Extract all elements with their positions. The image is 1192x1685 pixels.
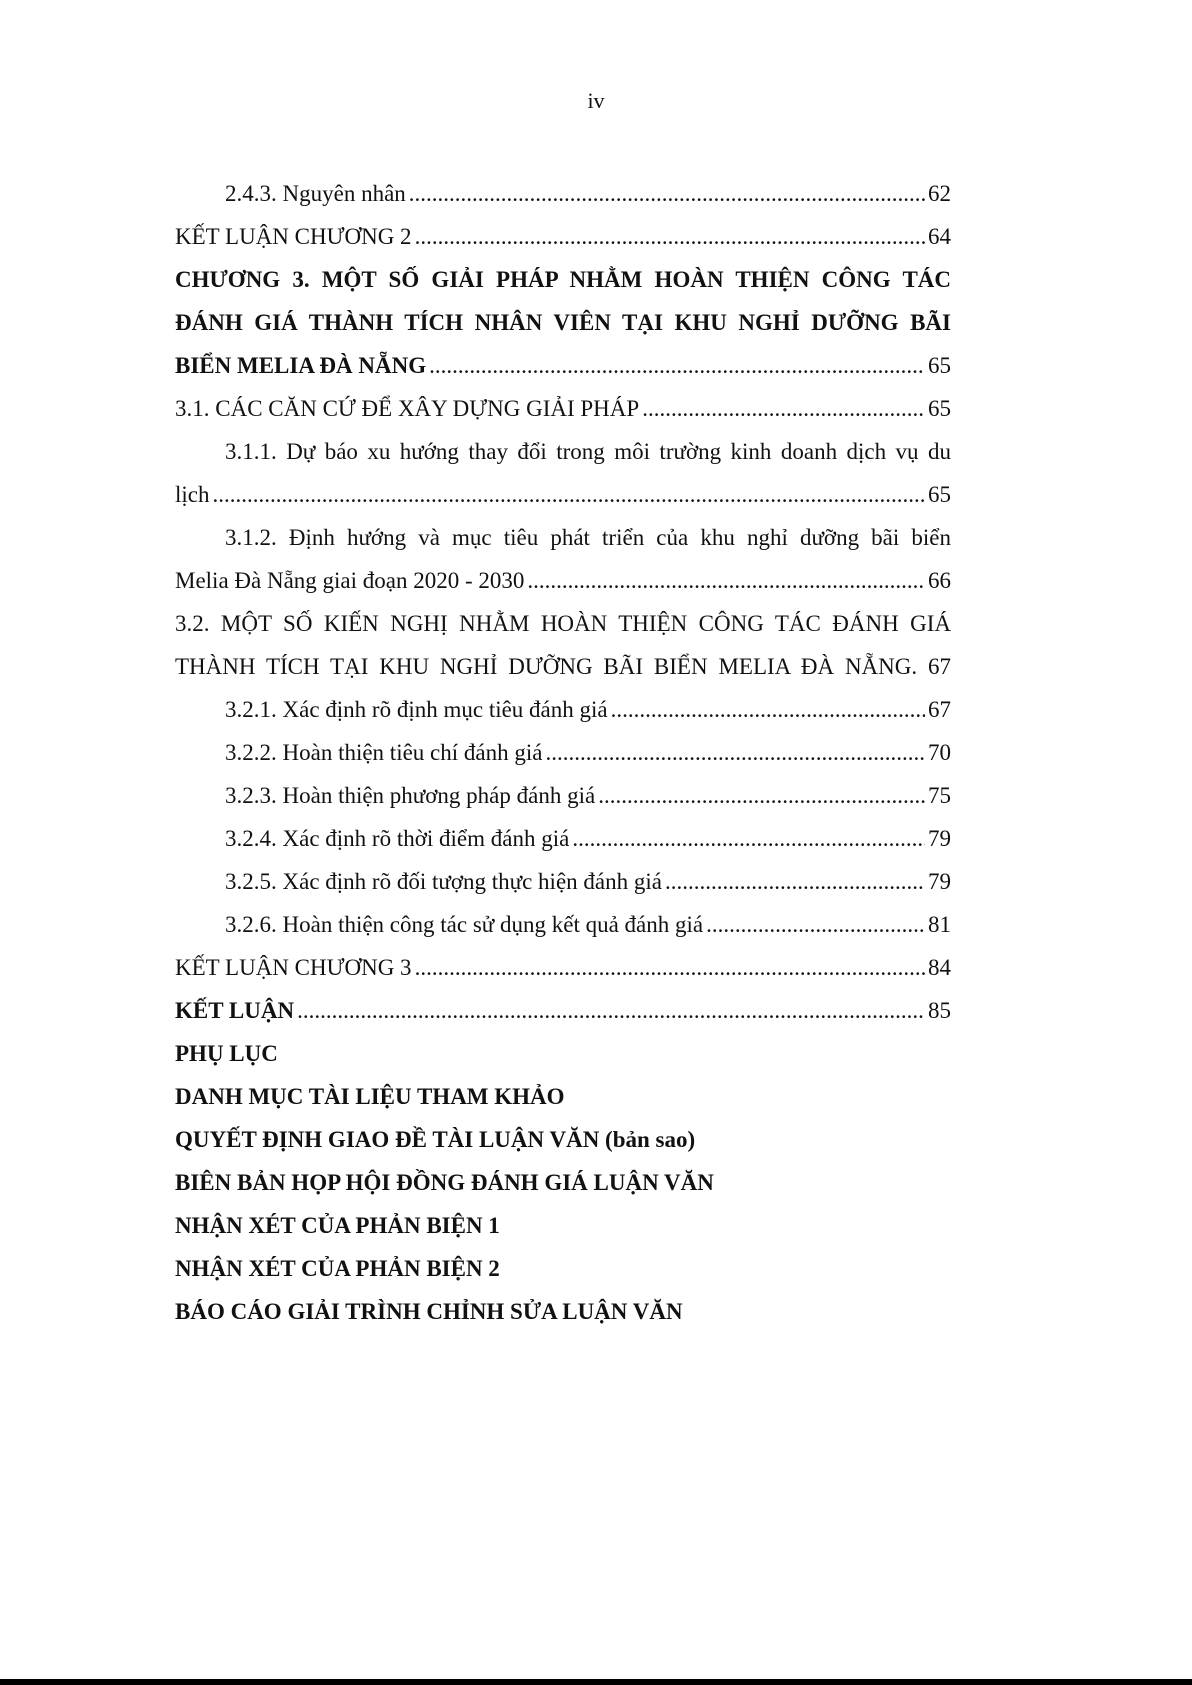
toc-entry-ket-luan-chuong-2[interactable] <box>175 215 951 258</box>
toc-entry-3-2-2[interactable] <box>175 731 951 774</box>
toc-entry-title: THÀNH TÍCH TẠI KHU NGHỈ DƯỠNG BÃI BIỂN MELIA ĐÀ NẴNG. 67 <box>175 654 951 679</box>
toc-entry-3-2-5[interactable] <box>175 860 951 903</box>
toc-entry-3-1-2-line-1[interactable] <box>175 516 951 559</box>
toc-entry-page: 75 <box>928 783 951 808</box>
toc-entry-title: Melia Đà Nẵng giai đoạn 2020 - 2030 <box>175 568 525 593</box>
toc-entry-bao-cao-giai-trinh[interactable] <box>175 1290 951 1333</box>
toc-entry-3-1-1-line-1[interactable] <box>175 430 951 473</box>
toc-entry-3-2-line-2[interactable] <box>175 645 951 688</box>
toc-entry-page: 65 <box>928 482 951 507</box>
toc-entry-title: 3.2.1. Xác định rõ định mục tiêu đánh giá <box>225 697 608 722</box>
toc-entry-3-1[interactable] <box>175 387 951 430</box>
toc-leader-dots <box>429 344 925 387</box>
toc-entry-ket-luan-chuong-3[interactable] <box>175 946 951 989</box>
toc-entry-title: CHƯƠNG 3. MỘT SỐ GIẢI PHÁP NHẰM HOÀN THIỆN CÔNG TÁC <box>175 267 951 292</box>
toc-entry-title: DANH MỤC TÀI LIỆU THAM KHẢO <box>175 1084 565 1109</box>
toc-entry-title: ĐÁNH GIÁ THÀNH TÍCH NHÂN VIÊN TẠI KHU NGHỈ DƯỠNG BÃI <box>175 310 951 335</box>
toc-leader-dots <box>415 215 925 258</box>
toc-entry-page: 67 <box>928 697 951 722</box>
toc-leader-dots <box>527 559 925 602</box>
toc-leader-dots <box>665 860 925 903</box>
toc-entry-3-2-1[interactable] <box>175 688 951 731</box>
toc-entry-title: 3.1.1. Dự báo xu hướng thay đổi trong môi trường kinh doanh dịch vụ du <box>225 439 951 464</box>
toc-entry-title: QUYẾT ĐỊNH GIAO ĐỀ TÀI LUẬN VĂN (bản sao) <box>175 1127 696 1152</box>
toc-leader-dots <box>213 473 926 516</box>
toc-leader-dots <box>611 688 925 731</box>
toc-entry-title: 3.1.2. Định hướng và mục tiêu phát triển của khu nghỉ dưỡng bãi biển <box>225 525 951 550</box>
toc-entry-title: 3.2.5. Xác định rõ đối tượng thực hiện đánh giá <box>225 869 662 894</box>
toc-leader-dots <box>642 387 925 430</box>
toc-entry-3-2-4[interactable] <box>175 817 951 860</box>
toc-entry-3-1-2-line-2[interactable] <box>175 559 951 602</box>
toc-entry-title: NHẬN XÉT CỦA PHẢN BIỆN 1 <box>175 1213 500 1238</box>
toc-entry-nhan-xet-phan-bien-2[interactable] <box>175 1247 951 1290</box>
toc-entry-page: 62 <box>928 181 951 206</box>
toc-leader-dots <box>297 989 925 1032</box>
toc-entry-quyet-dinh[interactable] <box>175 1118 951 1161</box>
toc-entry-chuong-3-line-1[interactable] <box>175 258 951 301</box>
toc-leader-dots <box>545 731 925 774</box>
toc-entry-page: 70 <box>928 740 951 765</box>
toc-entry-title: 3.2.2. Hoàn thiện tiêu chí đánh giá <box>225 740 543 765</box>
toc-entry-title: BÁO CÁO GIẢI TRÌNH CHỈNH SỬA LUẬN VĂN <box>175 1299 683 1324</box>
toc-entry-3-2-3[interactable] <box>175 774 951 817</box>
toc-leader-dots <box>598 774 925 817</box>
toc-entry-nhan-xet-phan-bien-1[interactable] <box>175 1204 951 1247</box>
toc-leader-dots <box>706 903 925 946</box>
toc-entry-title: 3.1. CÁC CĂN CỨ ĐỂ XÂY DỰNG GIẢI PHÁP <box>175 396 640 421</box>
page-bottom-border <box>0 1679 1192 1685</box>
toc-entry-page: 84 <box>928 955 951 980</box>
toc-entry-title: lịch <box>175 482 210 507</box>
toc-entry-title: KẾT LUẬN CHƯƠNG 2 <box>175 224 412 249</box>
toc-entry-phu-luc[interactable] <box>175 1032 951 1075</box>
toc-entry-page: 64 <box>928 224 951 249</box>
toc-entry-bien-ban[interactable] <box>175 1161 951 1204</box>
toc-entry-chuong-3-line-3[interactable] <box>175 344 951 387</box>
toc-entry-page: 65 <box>928 396 951 421</box>
toc-entry-title: 3.2.4. Xác định rõ thời điểm đánh giá <box>225 826 570 851</box>
toc-entry-chuong-3-line-2[interactable] <box>175 301 951 344</box>
toc-entry-page: 79 <box>928 826 951 851</box>
toc-entry-danh-muc-tai-lieu[interactable] <box>175 1075 951 1118</box>
page-number: iv <box>587 88 605 113</box>
toc-entry-page: 79 <box>928 869 951 894</box>
toc-leader-dots <box>409 172 925 215</box>
toc-entry-3-1-1-line-2[interactable] <box>175 473 951 516</box>
toc-entry-3-2-6[interactable] <box>175 903 951 946</box>
toc-entry-title: PHỤ LỤC <box>175 1041 278 1066</box>
toc-entry-title: 3.2.6. Hoàn thiện công tác sử dụng kết quả đánh giá <box>225 912 704 937</box>
toc-entry-title: KẾT LUẬN CHƯƠNG 3 <box>175 955 412 980</box>
toc-entry-title: NHẬN XÉT CỦA PHẢN BIỆN 2 <box>175 1256 500 1281</box>
toc-entry-2-4-3[interactable] <box>175 172 951 215</box>
toc-entry-page: 85 <box>928 998 951 1023</box>
toc-entry-page: 66 <box>928 568 951 593</box>
toc-entry-title: 2.4.3. Nguyên nhân <box>225 181 406 206</box>
toc-leader-dots <box>572 817 925 860</box>
toc-entry-title: KẾT LUẬN <box>175 998 295 1023</box>
toc-entry-title: BIỂN MELIA ĐÀ NẴNG <box>175 353 427 378</box>
toc-entry-page: 81 <box>928 912 951 937</box>
toc-leader-dots <box>415 946 925 989</box>
table-of-contents <box>175 172 951 1333</box>
toc-entry-title: 3.2.3. Hoàn thiện phương pháp đánh giá <box>225 783 596 808</box>
toc-entry-title: BIÊN BẢN HỌP HỘI ĐỒNG ĐÁNH GIÁ LUẬN VĂN <box>175 1170 714 1195</box>
toc-entry-title: 3.2. MỘT SỐ KIẾN NGHỊ NHẰM HOÀN THIỆN CÔNG TÁC ĐÁNH GIÁ <box>175 611 951 636</box>
toc-entry-3-2-line-1[interactable] <box>175 602 951 645</box>
toc-entry-ket-luan[interactable] <box>175 989 951 1032</box>
toc-entry-page: 65 <box>928 353 951 378</box>
